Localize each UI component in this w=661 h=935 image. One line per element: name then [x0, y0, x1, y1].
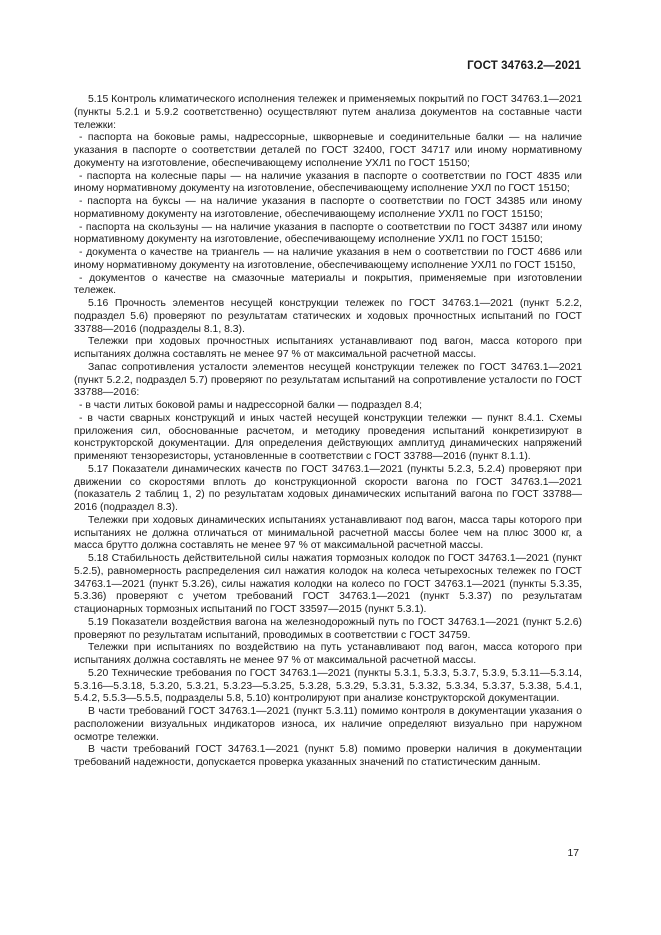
- list-item: - в части сварных конструкций и иных частей несущей конструкции тележки — пункт 8.4.1. Схемы приложения сил, обоснованные расчетом, и методику проведения испытаний конкретизируют в конструкторской документации. Для определения действующих амплитуд динамических напряжений применяют тензорезисторы, установленные в соответствии с ГОСТ 33788—2016 (пункт 8.1.1).: [74, 412, 582, 462]
- standard-code-header: ГОСТ 34763.2—2021: [467, 60, 581, 72]
- list-item: - паспорта на колесные пары — на наличие указания в паспорте о соответствии по ГОСТ 4835 или иному нормативному документу на изготовление, обеспечивающему исполнение УХЛ по ГОСТ 15150;: [74, 170, 582, 195]
- list-item: - паспорта на буксы — на наличие указания в паспорте о соответствии по ГОСТ 34385 или иному нормативному документу на изготовление, обеспечивающему исполнение УХЛ1 по ГОСТ 15150;: [74, 196, 582, 220]
- list-item: - паспорта на боковые рамы, надрессорные, шкворневые и соединительные балки — на наличие указания в паспорте о соответствии деталей по ГОСТ 32400, ГОСТ 34717 или иному нормативному документу на изготовление, обеспечивающему исполнение УХЛ1 по ГОСТ 15150;: [74, 132, 582, 169]
- body-text: [74, 94, 582, 770]
- list-item: - документов о качестве на смазочные материалы и покрытия, применяемые при изготовлении тележек.: [74, 272, 582, 297]
- page-number: 17: [567, 848, 579, 859]
- paragraph: 5.17 Показатели динамических качеств по ГОСТ 34763.1—2021 (пункты 5.2.3, 5.2.4) проверяют при движении со скоростями вплоть до конструкционной скорости вагона по ГОСТ 34763.1—2021 (показатель 2 таблиц 1, 2) по результатам ходовых динамических испытаний вагона по ГОСТ 33788—2016 (подраздел 8.3).: [74, 463, 582, 513]
- paragraph: В части требований ГОСТ 34763.1—2021 (пункт 5.8) помимо проверки наличия в документации требований надежности, допускается проверка указанных значений по статистическим данным.: [74, 744, 582, 768]
- paragraph: Запас сопротивления усталости элементов несущей конструкции тележек по ГОСТ 34763.1—2021 (пункт 5.2.2, подраздел 5.7) проверяют по результатам испытаний на сопротивление усталости по ГОСТ 33788—2016:: [74, 361, 582, 399]
- list-item: - в части литых боковой рамы и надрессорной балки — подраздел 8.4;: [79, 400, 423, 411]
- paragraph: Тележки при испытаниях по воздействию на путь устанавливают под вагон, масса которого при испытаниях должна составлять не менее 97 % от максимальной расчетной массы.: [74, 642, 582, 666]
- paragraph: Тележки при ходовых динамических испытаниях устанавливают под вагон, масса тары которого при испытаниях не должна отличаться от минимальной расчетной массы более чем на плюс 3000 кг, а масса брутто должна составлять не менее 97 % от максимальной расчетной массы.: [74, 514, 582, 552]
- paragraph: 5.19 Показатели воздействия вагона на железнодорожный путь по ГОСТ 34763.1—2021 (пункт 5.2.6) проверяют по результатам испытаний, проводимых в соответствии с ГОСТ 34759.: [74, 616, 582, 641]
- paragraph: 5.16 Прочность элементов несущей конструкции тележек по ГОСТ 34763.1—2021 (пункт 5.2.2, подраздел 5.6) проверяют по результатам статических и ходовых прочностных испытаний по ГОСТ 33788—2016 (подразделы 8.1, 8.3).: [74, 298, 582, 335]
- list-item: - паспорта на скользуны — на наличие указания в паспорте о соответствии по ГОСТ 34387 или иному нормативному документу на изготовление, обеспечивающему исполнение УХЛ1 по ГОСТ 15150;: [74, 221, 582, 246]
- paragraph: 5.18 Стабильность действительной силы нажатия тормозных колодок по ГОСТ 34763.1—2021 (пункт 5.2.5), равномерность распределения сил нажатия колодок на колеса четырехосных тележек по ГОСТ 34763.1—2021 (пункт 5.3.26), силы нажатия колодки на колесо по ГОСТ 34763.1—2021 (пункты 5.3.35, 5.3.36) проверяют с учетом требований ГОСТ 34763.1—2021 (пункт 5.3.37) по результатам стационарных тормозных испытаний по ГОСТ 33597—2015 (пункт 5.3.1).: [74, 553, 582, 615]
- paragraph: 5.20 Технические требования по ГОСТ 34763.1—2021 (пункты 5.3.1, 5.3.3, 5.3.7, 5.3.9, 5.3.11—5.3.14, 5.3.16—5.3.18, 5.3.20, 5.3.21, 5.3.23—5.3.25, 5.3.28, 5.3.29, 5.3.31, 5.3.32, 5.3.34, 5.3.37, 5.3.38, 5.4.1, 5.4.2, 5.5.3—5.5.5, подразделы 5.8, 5.10) контролируют при анализе конструкторской документации.: [74, 667, 582, 705]
- paragraph: В части требований ГОСТ 34763.1—2021 (пункт 5.3.11) помимо контроля в документации указания о расположении визуальных индикаторов износа, их наличие определяют визуально при наружном осмотре тележки.: [74, 706, 582, 743]
- list-item: - документа о качестве на триангель — на наличие указания в нем о соответствии по ГОСТ 4686 или иному нормативному документу на изготовление, обеспечивающему исполнение УХЛ1 по ГОСТ 15150,: [74, 247, 582, 271]
- paragraph: 5.15 Контроль климатического исполнения тележек и применяемых покрытий по ГОСТ 34763.1—2021 (пункты 5.2.1 и 5.9.2 соответственно) осуществляют путем анализа документов на составные части тележки:: [74, 94, 582, 131]
- paragraph: Тележки при ходовых прочностных испытаниях устанавливают под вагон, масса которого при испытаниях должна составлять не менее 97 % от максимальной расчетной массы.: [74, 336, 582, 360]
